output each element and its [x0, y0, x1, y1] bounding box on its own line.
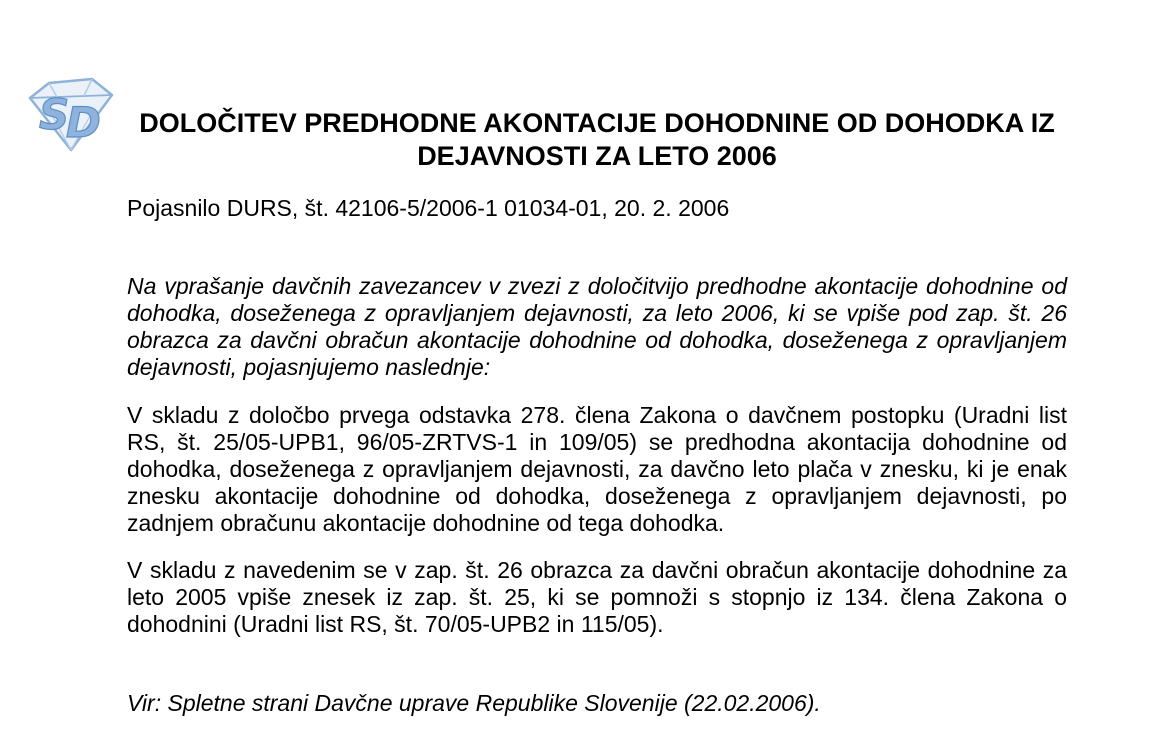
diamond-gem-icon	[26, 76, 116, 154]
body-paragraph-2: V skladu z navedenim se v zap. št. 26 obrazca za davčni obračun akontacije dohodnine za leto 2005 vpiše znesek iz zap. št. 25, ki se pomnoži s stopnjo iz 134. člena Zakona o dohodnini (Uradni list RS, št. 70/05-UPB2 in 115/05).	[127, 557, 1067, 637]
source-line: Vir: Spletne strani Davčne uprave Republike Slovenije (22.02.2006).	[127, 690, 821, 716]
sd-diamond-logo	[26, 76, 116, 154]
document-title: DOLOČITEV PREDHODNE AKONTACIJE DOHODNINE OD DOHODKA IZ DEJAVNOSTI ZA LETO 2006	[139, 108, 1055, 171]
body-paragraph-1: V skladu z določbo prvega odstavka 278. člena Zakona o davčnem postopku (Uradni list RS, št. 25/05-UPB1, 96/05-ZRTVS-1 in 109/05) se predhodna akontacija dohodnine od dohodka, doseženega z opravljanjem dejavnosti, za davčno leto plača v znesku, ki je enak znesku akontacije dohodnine od dohodka, doseženega z opravljanjem dejavnosti, po zadnjem obračunu akontacije dohodnine od tega dohodka.	[127, 402, 1067, 536]
logo-letter-d: D	[66, 98, 101, 147]
reference-line: Pojasnilo DURS, št. 42106-5/2006-1 01034-01, 20. 2. 2006	[127, 195, 730, 221]
intro-paragraph: Na vprašanje davčnih zavezancev v zvezi z določitvijo predhodne akontacije dohodnine od dohodka, doseženega z opravljanjem dejavnosti, za leto 2006, ki se vpiše pod zap. št. 26 obrazca za davčni obračun akontacije dohodnine od dohodka, doseženega z opravljanjem dejavnosti, pojasnjujemo naslednje:	[127, 273, 1067, 380]
logo-letter-s: S	[39, 90, 70, 139]
